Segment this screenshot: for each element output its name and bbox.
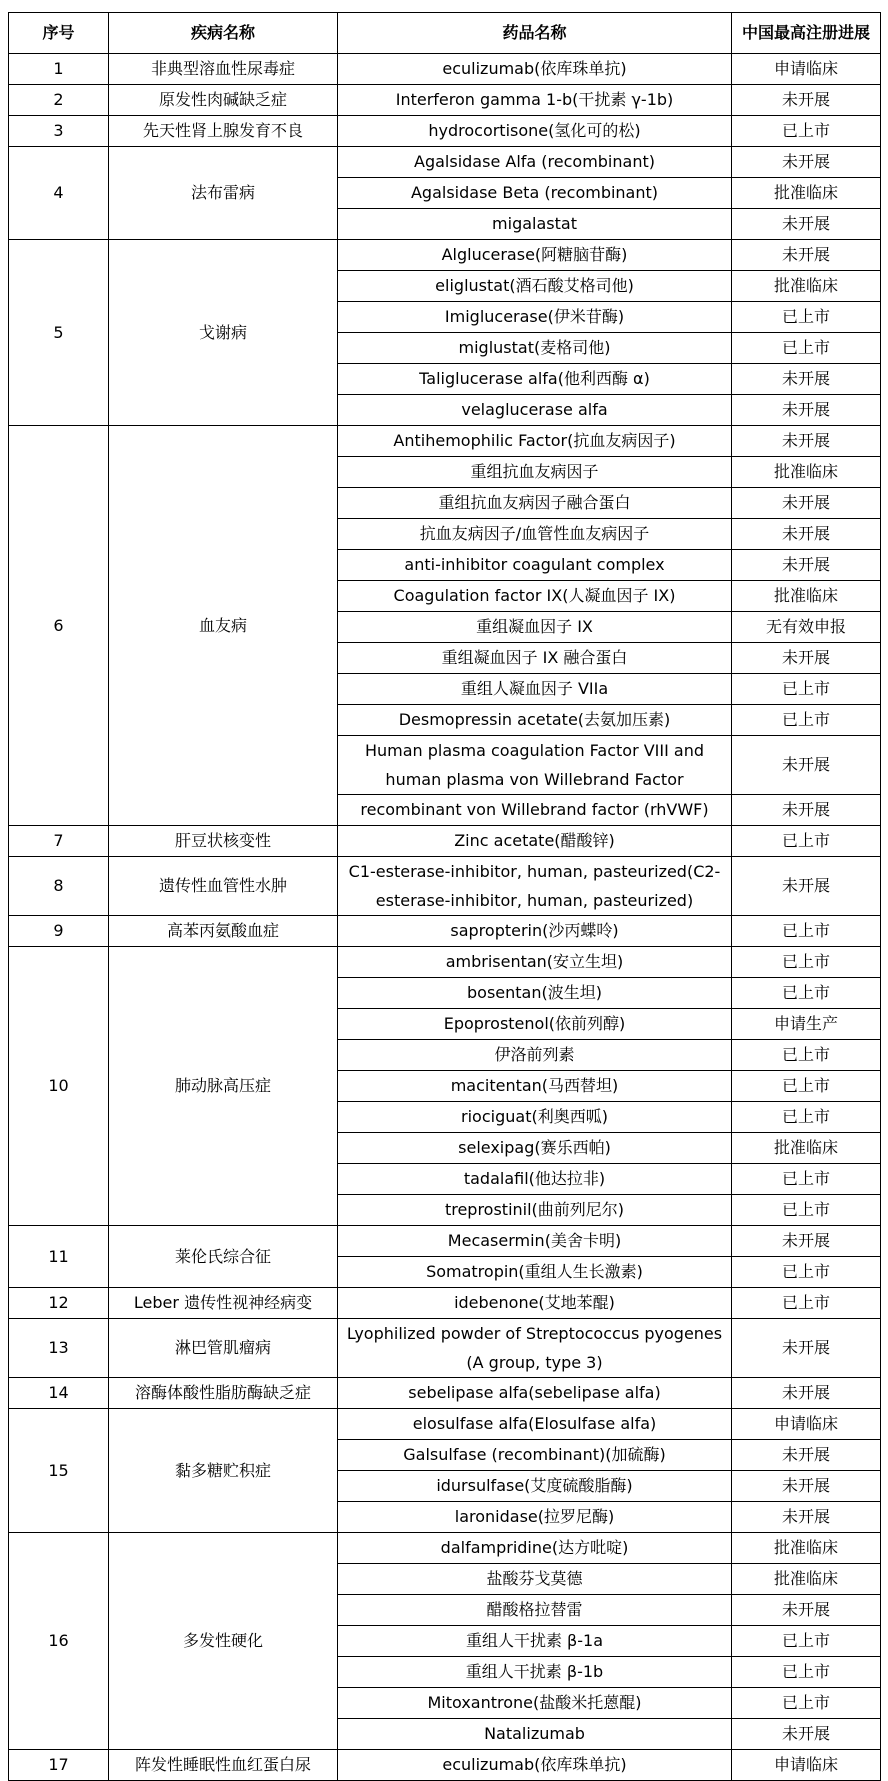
drug-name: 伊洛前列素: [338, 1040, 732, 1071]
table-row: [9, 116, 881, 147]
disease-name: 莱伦氏综合征: [109, 1226, 338, 1288]
row-number: 14: [9, 1378, 109, 1409]
registration-status: 已上市: [732, 1164, 881, 1195]
registration-status: 未开展: [732, 240, 881, 271]
registration-status: 申请临床: [732, 1409, 881, 1440]
disease-name: 多发性硬化: [109, 1533, 338, 1750]
disease-name: 原发性肉碱缺乏症: [109, 85, 338, 116]
drug-name: Taliglucerase alfa(他利西酶 α): [338, 364, 732, 395]
registration-status: 未开展: [732, 1226, 881, 1257]
registration-status: 批准临床: [732, 1533, 881, 1564]
table-row: [9, 1378, 881, 1409]
drug-name: Galsulfase (recombinant)(加硫酶): [338, 1440, 732, 1471]
disease-name: 法布雷病: [109, 147, 338, 240]
drug-name: Human plasma coagulation Factor VIII and human plasma von Willebrand Factor: [338, 736, 732, 795]
drug-name: Alglucerase(阿糖脑苷酶): [338, 240, 732, 271]
rare-disease-drug-table: [8, 12, 881, 1781]
drug-name: migalastat: [338, 209, 732, 240]
drug-name: laronidase(拉罗尼酶): [338, 1502, 732, 1533]
drug-name: 重组抗血友病因子: [338, 457, 732, 488]
row-number: 3: [9, 116, 109, 147]
disease-name: 肺动脉高压症: [109, 947, 338, 1226]
registration-status: 未开展: [732, 1319, 881, 1378]
registration-status: 批准临床: [732, 178, 881, 209]
drug-name: eculizumab(依库珠单抗): [338, 54, 732, 85]
disease-name: 阵发性睡眠性血红蛋白尿: [109, 1750, 338, 1781]
registration-status: 申请临床: [732, 54, 881, 85]
registration-status: 未开展: [732, 1378, 881, 1409]
registration-status: 未开展: [732, 209, 881, 240]
registration-status: 未开展: [732, 1471, 881, 1502]
disease-name: Leber 遗传性视神经病变: [109, 1288, 338, 1319]
row-number: 1: [9, 54, 109, 85]
row-number: 15: [9, 1409, 109, 1533]
table-row: [9, 916, 881, 947]
table-row: [9, 857, 881, 916]
registration-status: 已上市: [732, 1071, 881, 1102]
registration-status: 已上市: [732, 1257, 881, 1288]
registration-status: 已上市: [732, 1288, 881, 1319]
row-number: 6: [9, 426, 109, 826]
registration-status: 批准临床: [732, 1564, 881, 1595]
drug-name: eculizumab(依库珠单抗): [338, 1750, 732, 1781]
row-number: 13: [9, 1319, 109, 1378]
drug-name: ambrisentan(安立生坦): [338, 947, 732, 978]
drug-name: 重组人凝血因子 VIIa: [338, 674, 732, 705]
drug-name: Interferon gamma 1-b(干扰素 γ-1b): [338, 85, 732, 116]
registration-status: 已上市: [732, 1657, 881, 1688]
disease-name: 血友病: [109, 426, 338, 826]
drug-name: velaglucerase alfa: [338, 395, 732, 426]
drug-name: dalfampridine(达方吡啶): [338, 1533, 732, 1564]
row-number: 10: [9, 947, 109, 1226]
drug-name: treprostinil(曲前列尼尔): [338, 1195, 732, 1226]
disease-name: 先天性肾上腺发育不良: [109, 116, 338, 147]
table-row: [9, 1533, 881, 1564]
row-number: 7: [9, 826, 109, 857]
registration-status: 已上市: [732, 1195, 881, 1226]
registration-status: 批准临床: [732, 1133, 881, 1164]
registration-status: 未开展: [732, 1719, 881, 1750]
drug-name: Zinc acetate(醋酸锌): [338, 826, 732, 857]
drug-name: Coagulation factor IX(人凝血因子 IX): [338, 581, 732, 612]
drug-name: Lyophilized powder of Streptococcus pyogenes (A group, type 3): [338, 1319, 732, 1378]
registration-status: 已上市: [732, 116, 881, 147]
header-status: 中国最高注册进展: [732, 13, 881, 54]
registration-status: 未开展: [732, 550, 881, 581]
drug-name: idebenone(艾地苯醌): [338, 1288, 732, 1319]
disease-name: 淋巴管肌瘤病: [109, 1319, 338, 1378]
disease-name: 肝豆状核变性: [109, 826, 338, 857]
table-row: [9, 426, 881, 457]
drug-name: 醋酸格拉替雷: [338, 1595, 732, 1626]
registration-status: 未开展: [732, 147, 881, 178]
drug-name: Somatropin(重组人生长激素): [338, 1257, 732, 1288]
table-row: [9, 85, 881, 116]
table-row: [9, 826, 881, 857]
table-row: [9, 240, 881, 271]
row-number: 8: [9, 857, 109, 916]
registration-status: 批准临床: [732, 457, 881, 488]
disease-name: 黏多糖贮积症: [109, 1409, 338, 1533]
registration-status: 已上市: [732, 302, 881, 333]
disease-name: 戈谢病: [109, 240, 338, 426]
registration-status: 已上市: [732, 1040, 881, 1071]
table-row: [9, 147, 881, 178]
drug-name: recombinant von Willebrand factor (rhVWF): [338, 795, 732, 826]
row-number: 11: [9, 1226, 109, 1288]
disease-name: 高苯丙氨酸血症: [109, 916, 338, 947]
drug-name: 抗血友病因子/血管性血友病因子: [338, 519, 732, 550]
drug-name: Natalizumab: [338, 1719, 732, 1750]
drug-name: Mecasermin(美舍卡明): [338, 1226, 732, 1257]
drug-name: eliglustat(酒石酸艾格司他): [338, 271, 732, 302]
table-body: [9, 54, 881, 1781]
drug-name: sapropterin(沙丙蝶呤): [338, 916, 732, 947]
registration-status: 申请临床: [732, 1750, 881, 1781]
drug-name: riociguat(利奥西呱): [338, 1102, 732, 1133]
drug-name: macitentan(马西替坦): [338, 1071, 732, 1102]
drug-name: 盐酸芬戈莫德: [338, 1564, 732, 1595]
disease-name: 遗传性血管性水肿: [109, 857, 338, 916]
drug-name: 重组人干扰素 β-1b: [338, 1657, 732, 1688]
registration-status: 批准临床: [732, 581, 881, 612]
drug-name: 重组人干扰素 β-1a: [338, 1626, 732, 1657]
drug-name: anti-inhibitor coagulant complex: [338, 550, 732, 581]
registration-status: 未开展: [732, 1440, 881, 1471]
registration-status: 未开展: [732, 1595, 881, 1626]
registration-status: 已上市: [732, 1688, 881, 1719]
registration-status: 未开展: [732, 395, 881, 426]
row-number: 9: [9, 916, 109, 947]
table-row: [9, 947, 881, 978]
drug-name: 重组凝血因子 IX 融合蛋白: [338, 643, 732, 674]
drug-name: idursulfase(艾度硫酸脂酶): [338, 1471, 732, 1502]
registration-status: 未开展: [732, 85, 881, 116]
row-number: 4: [9, 147, 109, 240]
registration-status: 未开展: [732, 857, 881, 916]
registration-status: 已上市: [732, 978, 881, 1009]
registration-status: 已上市: [732, 333, 881, 364]
row-number: 12: [9, 1288, 109, 1319]
registration-status: 未开展: [732, 364, 881, 395]
drug-name: Antihemophilic Factor(抗血友病因子): [338, 426, 732, 457]
header-disease: 疾病名称: [109, 13, 338, 54]
drug-name: Agalsidase Alfa (recombinant): [338, 147, 732, 178]
disease-name: 溶酶体酸性脂肪酶缺乏症: [109, 1378, 338, 1409]
registration-status: 批准临床: [732, 271, 881, 302]
drug-name: Agalsidase Beta (recombinant): [338, 178, 732, 209]
header-no: 序号: [9, 13, 109, 54]
registration-status: 未开展: [732, 643, 881, 674]
table-row: [9, 1288, 881, 1319]
header-drug: 药品名称: [338, 13, 732, 54]
registration-status: 已上市: [732, 916, 881, 947]
table-row: [9, 1319, 881, 1378]
registration-status: 已上市: [732, 826, 881, 857]
registration-status: 未开展: [732, 795, 881, 826]
drug-name: 重组抗血友病因子融合蛋白: [338, 488, 732, 519]
drug-name: sebelipase alfa(sebelipase alfa): [338, 1378, 732, 1409]
drug-name: Desmopressin acetate(去氨加压素): [338, 705, 732, 736]
drug-name: 重组凝血因子 IX: [338, 612, 732, 643]
drug-name: Epoprostenol(依前列醇): [338, 1009, 732, 1040]
drug-name: tadalafil(他达拉非): [338, 1164, 732, 1195]
table-row: [9, 1750, 881, 1781]
registration-status: 已上市: [732, 674, 881, 705]
drug-name: miglustat(麦格司他): [338, 333, 732, 364]
registration-status: 已上市: [732, 705, 881, 736]
row-number: 2: [9, 85, 109, 116]
registration-status: 已上市: [732, 1102, 881, 1133]
table-row: [9, 1226, 881, 1257]
disease-name: 非典型溶血性尿毒症: [109, 54, 338, 85]
drug-name: bosentan(波生坦): [338, 978, 732, 1009]
drug-name: elosulfase alfa(Elosulfase alfa): [338, 1409, 732, 1440]
registration-status: 已上市: [732, 947, 881, 978]
header-row: [9, 13, 881, 54]
registration-status: 未开展: [732, 426, 881, 457]
registration-status: 未开展: [732, 1502, 881, 1533]
table-row: [9, 54, 881, 85]
drug-name: Imiglucerase(伊米苷酶): [338, 302, 732, 333]
registration-status: 未开展: [732, 488, 881, 519]
table-row: [9, 1409, 881, 1440]
registration-status: 申请生产: [732, 1009, 881, 1040]
row-number: 5: [9, 240, 109, 426]
drug-name: selexipag(赛乐西帕): [338, 1133, 732, 1164]
registration-status: 已上市: [732, 1626, 881, 1657]
drug-name: Mitoxantrone(盐酸米托蒽醌): [338, 1688, 732, 1719]
registration-status: 无有效申报: [732, 612, 881, 643]
row-number: 16: [9, 1533, 109, 1750]
registration-status: 未开展: [732, 519, 881, 550]
drug-name: C1-esterase-inhibitor, human, pasteurized(C2-esterase-inhibitor, human, pasteurized): [338, 857, 732, 916]
drug-name: hydrocortisone(氢化可的松): [338, 116, 732, 147]
registration-status: 未开展: [732, 736, 881, 795]
row-number: 17: [9, 1750, 109, 1781]
